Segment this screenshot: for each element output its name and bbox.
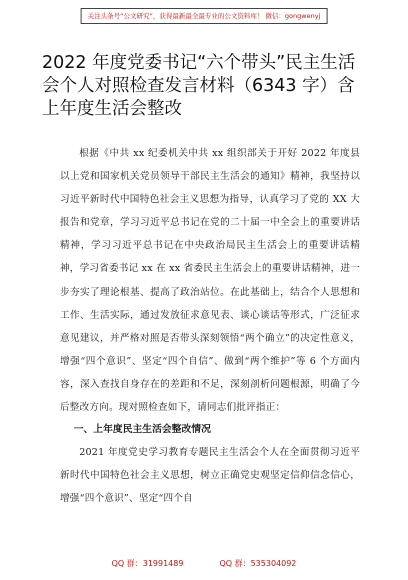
- footer-qq-group-1: QQ 群：31991489: [111, 559, 184, 568]
- section-heading: 一、上年度民主生活会整改情况: [73, 424, 211, 436]
- document-body: [60, 142, 360, 510]
- document-title: 2022 年度党委书记“六个带头”民主生活会个人对照检查发言材料（6343 字）含上年度生活会整改: [42, 53, 356, 119]
- footer-qq-group-2: QQ 群：535304092: [219, 559, 297, 568]
- footer-contacts: [0, 558, 408, 569]
- promo-banner: 关注头条号“公文研究”，获得最新最全最专业的公文资料库！ 微信：gongwenyj: [81, 8, 328, 24]
- section-paragraph: 2021 年度党史学习教育专题民主生活会个人在全面贯彻习近平新时代中国特色社会主义思想，树立正确党史观坚定信仰信念信心，增强“四个意识”、坚定“四个自: [60, 447, 360, 505]
- intro-paragraph: 根据《中共 xx 纪委机关中共 xx 组织部关于开好 2022 年度县以上党和国家机关党员领导干部民主生活会的通知》精神，我坚持以习近平新时代中国特色社会主义思想为指导，认真学习了党的 XX 大报告和党章，学习习近平总书记在党的二十届一中全会上的重要讲话精神，学习习近平总书记在中央政治局民主生活会上的重要讲话精神，学习省委书记 xx 在 xx 省委民主生活会上的重要讲话精神，进一步夯实了理论根基、提高了政治站位。在此基础上，结合个人思想和工作、生活实际，通过发放征求意见表、谈心谈话等形式，广泛征求意见建议，并严格对照是否带头深刻领悟“两个确立”的决定性意义，增强“四个意识”、坚定“四个自信”、做到“两个维护”等 6 个方面内容，深入查找自身存在的差距和不足，深刻剖析问题根源，明确了今后整改方向。现对照检查如下，请同志们批评指正：: [60, 148, 360, 414]
